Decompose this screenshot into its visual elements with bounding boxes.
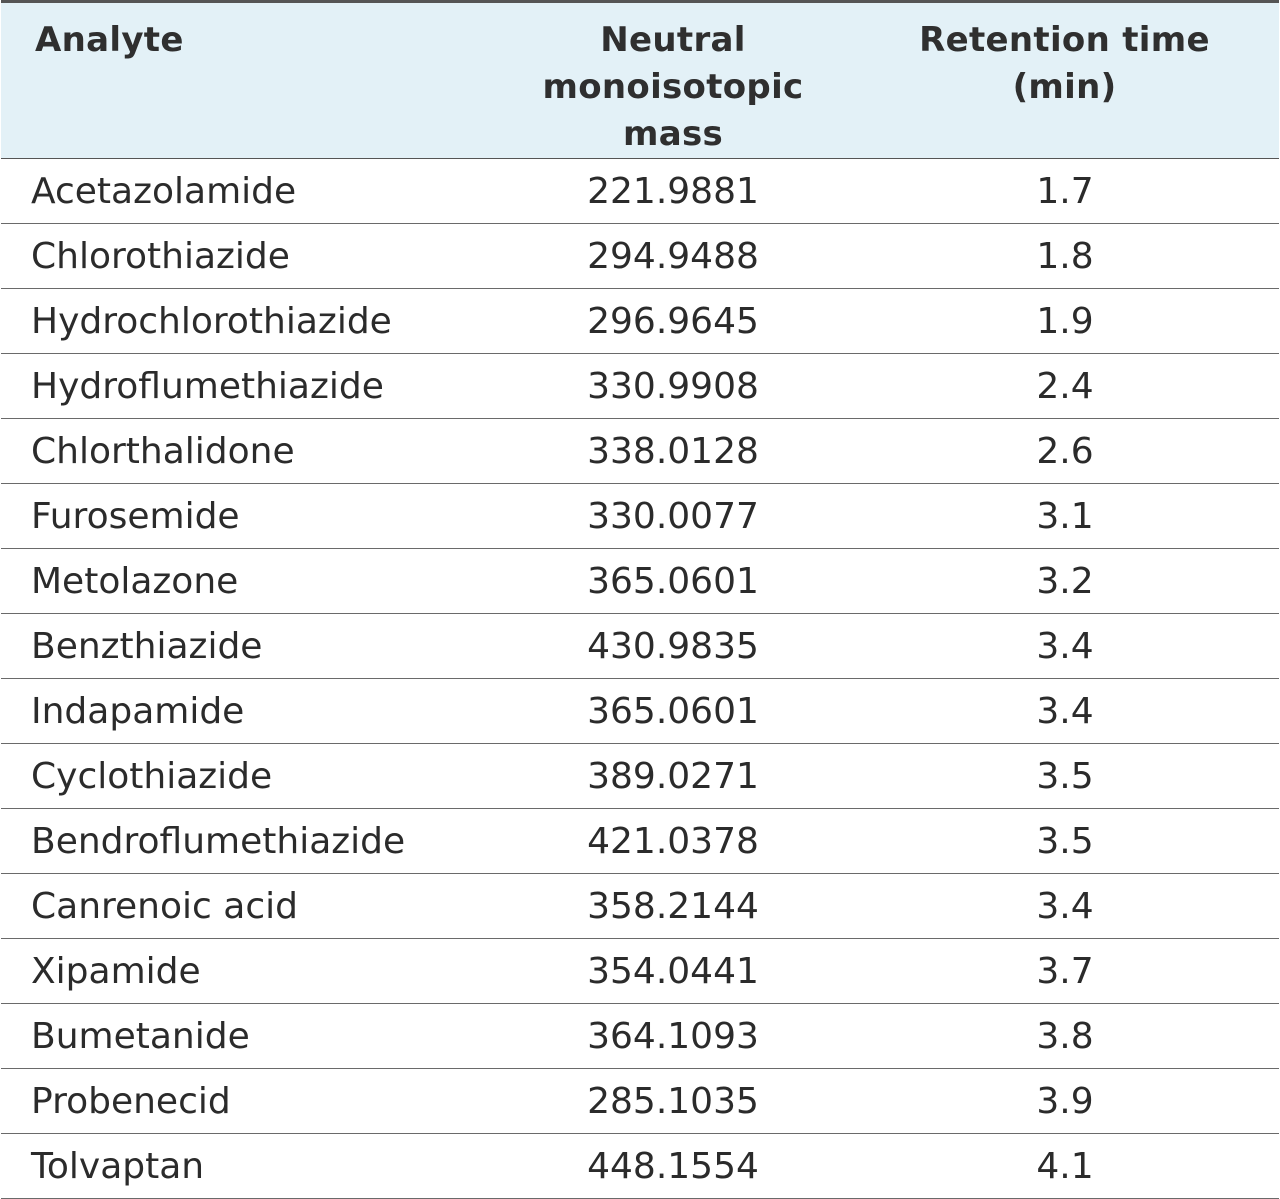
analyte-cell: Canrenoic acid <box>1 874 451 939</box>
mass-cell: 421.0378 <box>451 809 851 874</box>
table-header <box>1 2 1279 159</box>
retention-time-cell: 4.1 <box>851 1134 1279 1199</box>
retention-time-cell: 3.7 <box>851 939 1279 1004</box>
mass-cell: 358.2144 <box>451 874 851 939</box>
analyte-cell: Metolazone <box>1 549 451 614</box>
mass-cell: 448.1554 <box>451 1134 851 1199</box>
analyte-table <box>1 0 1279 1199</box>
analyte-cell: Acetazolamide <box>1 159 451 224</box>
mass-cell: 330.9908 <box>451 354 851 419</box>
header-rt-line1: Retention time <box>919 20 1210 60</box>
retention-time-cell: 3.5 <box>851 809 1279 874</box>
header-analyte <box>1 2 451 159</box>
table-row <box>1 224 1279 289</box>
retention-time-cell: 3.2 <box>851 549 1279 614</box>
table-row <box>1 289 1279 354</box>
analyte-cell: Indapamide <box>1 679 451 744</box>
table-row <box>1 744 1279 809</box>
retention-time-cell: 3.9 <box>851 1069 1279 1134</box>
retention-time-cell: 3.1 <box>851 484 1279 549</box>
retention-time-cell: 2.4 <box>851 354 1279 419</box>
retention-time-cell: 1.7 <box>851 159 1279 224</box>
mass-cell: 296.9645 <box>451 289 851 354</box>
retention-time-cell: 3.4 <box>851 874 1279 939</box>
retention-time-cell: 3.8 <box>851 1004 1279 1069</box>
analyte-cell: Furosemide <box>1 484 451 549</box>
table-row <box>1 549 1279 614</box>
mass-cell: 294.9488 <box>451 224 851 289</box>
table-row <box>1 614 1279 679</box>
header-mass-line1: Neutral <box>600 20 746 60</box>
analyte-cell: Bumetanide <box>1 1004 451 1069</box>
header-mass-line2: monoisotopic mass <box>542 67 804 154</box>
mass-cell: 430.9835 <box>451 614 851 679</box>
header-rt-line2: (min) <box>1012 67 1117 107</box>
table-row <box>1 484 1279 549</box>
table-row <box>1 939 1279 1004</box>
analyte-cell: Probenecid <box>1 1069 451 1134</box>
retention-time-cell: 1.8 <box>851 224 1279 289</box>
mass-cell: 365.0601 <box>451 549 851 614</box>
mass-cell: 354.0441 <box>451 939 851 1004</box>
mass-cell: 364.1093 <box>451 1004 851 1069</box>
analyte-cell: Hydrochlorothiazide <box>1 289 451 354</box>
table-row <box>1 354 1279 419</box>
table-row <box>1 809 1279 874</box>
table-row <box>1 1134 1279 1199</box>
analyte-cell: Cyclothiazide <box>1 744 451 809</box>
retention-time-cell: 3.5 <box>851 744 1279 809</box>
table-row <box>1 159 1279 224</box>
analyte-cell: Hydroflumethiazide <box>1 354 451 419</box>
mass-cell: 338.0128 <box>451 419 851 484</box>
mass-cell: 221.9881 <box>451 159 851 224</box>
table-row <box>1 419 1279 484</box>
header-row <box>1 2 1279 159</box>
mass-cell: 389.0271 <box>451 744 851 809</box>
header-analyte-label: Analyte <box>35 20 184 60</box>
analyte-cell: Chlorothiazide <box>1 224 451 289</box>
retention-time-cell: 3.4 <box>851 679 1279 744</box>
table-row <box>1 874 1279 939</box>
retention-time-cell: 2.6 <box>851 419 1279 484</box>
analyte-cell: Tolvaptan <box>1 1134 451 1199</box>
analyte-cell: Bendroflumethiazide <box>1 809 451 874</box>
analyte-cell: Chlorthalidone <box>1 419 451 484</box>
header-mass <box>451 2 851 159</box>
header-retention-time <box>851 2 1279 159</box>
table-row <box>1 679 1279 744</box>
mass-cell: 285.1035 <box>451 1069 851 1134</box>
mass-cell: 330.0077 <box>451 484 851 549</box>
table-row <box>1 1004 1279 1069</box>
analyte-cell: Benzthiazide <box>1 614 451 679</box>
table-body <box>1 159 1279 1199</box>
retention-time-cell: 1.9 <box>851 289 1279 354</box>
mass-cell: 365.0601 <box>451 679 851 744</box>
analyte-cell: Xipamide <box>1 939 451 1004</box>
retention-time-cell: 3.4 <box>851 614 1279 679</box>
table-row <box>1 1069 1279 1134</box>
